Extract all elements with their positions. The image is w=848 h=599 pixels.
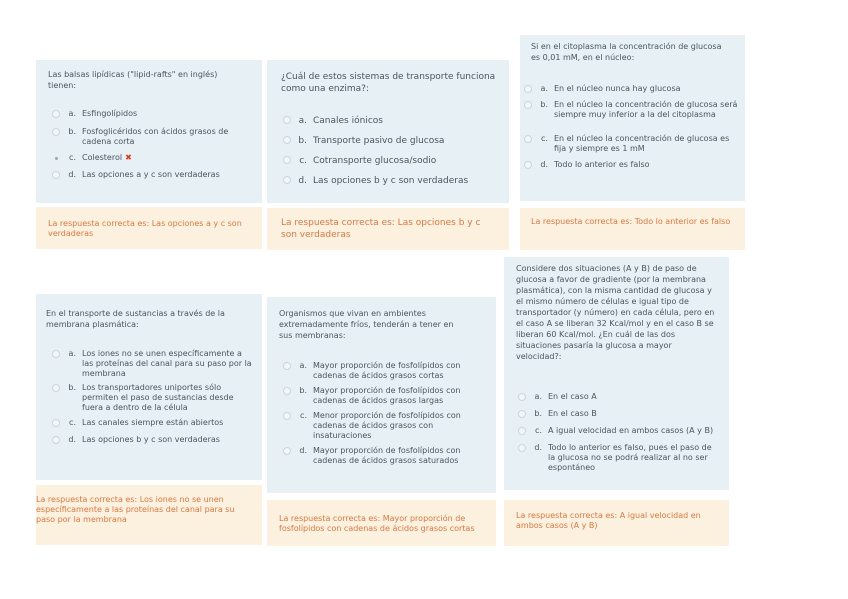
question-text: Considere dos situaciones (A y B) de paso de glucosa a favor de gradiente (por la membrana plasmática), con la misma cantidad de glucosa y el mismo número de células e igual tipo de transportador (y número) en cada célula, pero en el caso A se liberan 32 Kcal/mol y en el caso B se liberan 60 Kcal/mol. ¿En cuál de las dos situaciones pasaría la glucosa a mayor velocidad?:: [516, 264, 715, 361]
question-card-4: [36, 294, 262, 480]
option-c[interactable]: c. Colesterol ✖: [52, 153, 250, 164]
option-d[interactable]: d. Las opciones a y c son verdaderas: [52, 170, 250, 181]
options-list: [524, 84, 739, 171]
radio-icon[interactable]: [52, 128, 60, 136]
answer-card-5: [267, 500, 496, 546]
option-a[interactable]: a. Canales iónicos: [283, 115, 499, 128]
option-c[interactable]: c. A igual velocidad en ambos casos (A y B): [518, 426, 719, 437]
options-list: [283, 115, 499, 188]
correct-answer-text: La respuesta correcta es: Los iones no se unen específicamente a las proteínas del canal para su paso por la membrana: [36, 495, 235, 524]
radio-icon[interactable]: [524, 161, 532, 169]
option-c-text: Colesterol: [82, 153, 123, 162]
radio-icon[interactable]: [524, 135, 532, 143]
option-c[interactable]: c. Cotransporte glucosa/sodio: [283, 155, 499, 168]
option-b[interactable]: b. En el caso B: [518, 409, 719, 420]
question-text: Si en el citoplasma la concentración de glucosa es 0,01 mM, en el núcleo:: [531, 42, 722, 62]
option-b[interactable]: b. Transporte pasivo de glucosa: [283, 135, 499, 148]
question-card-1: [36, 60, 262, 203]
option-c[interactable]: c. En el núcleo la concentración de glucosa es fija y siempre es 1 mM: [524, 134, 739, 155]
radio-icon[interactable]: [283, 116, 291, 124]
correct-answer-text: La respuesta correcta es: Las opciones b y c son verdaderas: [281, 218, 481, 240]
question-text: Organismos que vivan en ambientes extremadamente fríos, tenderán a tener en sus membranas:: [279, 309, 454, 340]
options-list: [518, 392, 719, 474]
radio-icon[interactable]: [52, 436, 60, 444]
radio-icon[interactable]: [52, 419, 60, 427]
question-text: Las balsas lipídicas ("lipid-rafts" en inglés) tienen:: [48, 70, 218, 90]
radio-icon[interactable]: [52, 171, 60, 179]
option-d[interactable]: d. Todo lo anterior es falso, pues el paso de la glucosa no se podrá realizar al no ser espontáneo: [518, 443, 719, 474]
option-b[interactable]: b. Mayor proporción de fosfolípidos con cadenas de ácidos grasos largas: [283, 386, 482, 407]
options-list: [52, 109, 250, 181]
radio-icon[interactable]: [283, 136, 291, 144]
correct-answer-text: La respuesta correcta es: Las opciones a y c son verdaderas: [48, 219, 242, 238]
answer-card-4: [36, 485, 262, 545]
options-list: [283, 361, 482, 467]
option-d[interactable]: d. Mayor proporción de fosfolípidos con cadenas de ácidos grasos saturados: [283, 446, 482, 467]
option-a[interactable]: a. En el caso A: [518, 392, 719, 403]
option-a[interactable]: a. Los iones no se unen específicamente a las proteínas del canal para su paso por la membrana: [52, 349, 252, 380]
radio-icon[interactable]: [283, 362, 291, 370]
radio-icon[interactable]: [518, 410, 526, 418]
answer-card-2: [267, 208, 509, 250]
question-text: En el transporte de sustancias a través de la membrana plasmática:: [46, 309, 225, 329]
radio-icon[interactable]: [283, 447, 291, 455]
option-d[interactable]: d. Las opciones b y c son verdaderas: [52, 435, 252, 446]
option-b[interactable]: b. En el núcleo la concentración de glucosa será siempre muy inferior a la del citoplasma: [524, 100, 739, 131]
radio-icon[interactable]: [283, 412, 291, 420]
radio-icon[interactable]: [283, 156, 291, 164]
option-b[interactable]: b. Los transportadores uniportes sólo permiten el paso de sustancias desde fuera a dentro de la célula: [52, 383, 252, 414]
radio-icon[interactable]: [524, 101, 532, 109]
radio-icon[interactable]: [52, 110, 60, 118]
correct-answer-text: La respuesta correcta es: A igual velocidad en ambos casos (A y B): [516, 511, 701, 530]
answer-card-1: [36, 207, 262, 249]
option-c[interactable]: c. Las canales siempre están abiertos: [52, 418, 252, 429]
options-list: [52, 349, 252, 446]
option-c[interactable]: c. Menor proporción de fosfolípidos con cadenas de ácidos grasos con insaturaciones: [283, 411, 482, 442]
option-a[interactable]: a. Mayor proporción de fosfolípidos con cadenas de ácidos grasos cortas: [283, 361, 482, 382]
radio-icon[interactable]: [283, 387, 291, 395]
question-card-3: [520, 35, 745, 201]
selected-radio-icon[interactable]: [52, 154, 60, 162]
radio-icon[interactable]: [518, 444, 526, 452]
option-d[interactable]: d. Todo lo anterior es falso: [524, 160, 739, 171]
radio-icon[interactable]: [518, 393, 526, 401]
option-d[interactable]: d. Las opciones b y c son verdaderas: [283, 175, 499, 188]
question-card-6: [504, 257, 729, 490]
correct-answer-text: La respuesta correcta es: Mayor proporción de fosfolípidos con cadenas de ácidos grasos cortas: [279, 514, 475, 533]
answer-card-6: [504, 500, 729, 546]
radio-icon[interactable]: [52, 384, 60, 392]
question-card-2: [267, 60, 509, 203]
question-card-5: [267, 297, 496, 493]
radio-icon[interactable]: [524, 85, 532, 93]
option-b[interactable]: b. Fosfoglicéridos con ácidos grasos de cadena corta: [52, 127, 250, 148]
option-a[interactable]: a. Esfingolípidos: [52, 109, 250, 120]
correct-answer-text: La respuesta correcta es: Todo lo anterior es falso: [531, 217, 731, 226]
answer-card-3: [520, 208, 745, 250]
radio-icon[interactable]: [518, 427, 526, 435]
radio-icon[interactable]: [283, 176, 291, 184]
incorrect-icon: ✖: [125, 153, 132, 162]
question-text: ¿Cuál de estos sistemas de transporte funciona como una enzima?:: [281, 72, 496, 94]
option-a[interactable]: a. En el núcleo nunca hay glucosa: [524, 84, 739, 95]
radio-icon[interactable]: [52, 350, 60, 358]
